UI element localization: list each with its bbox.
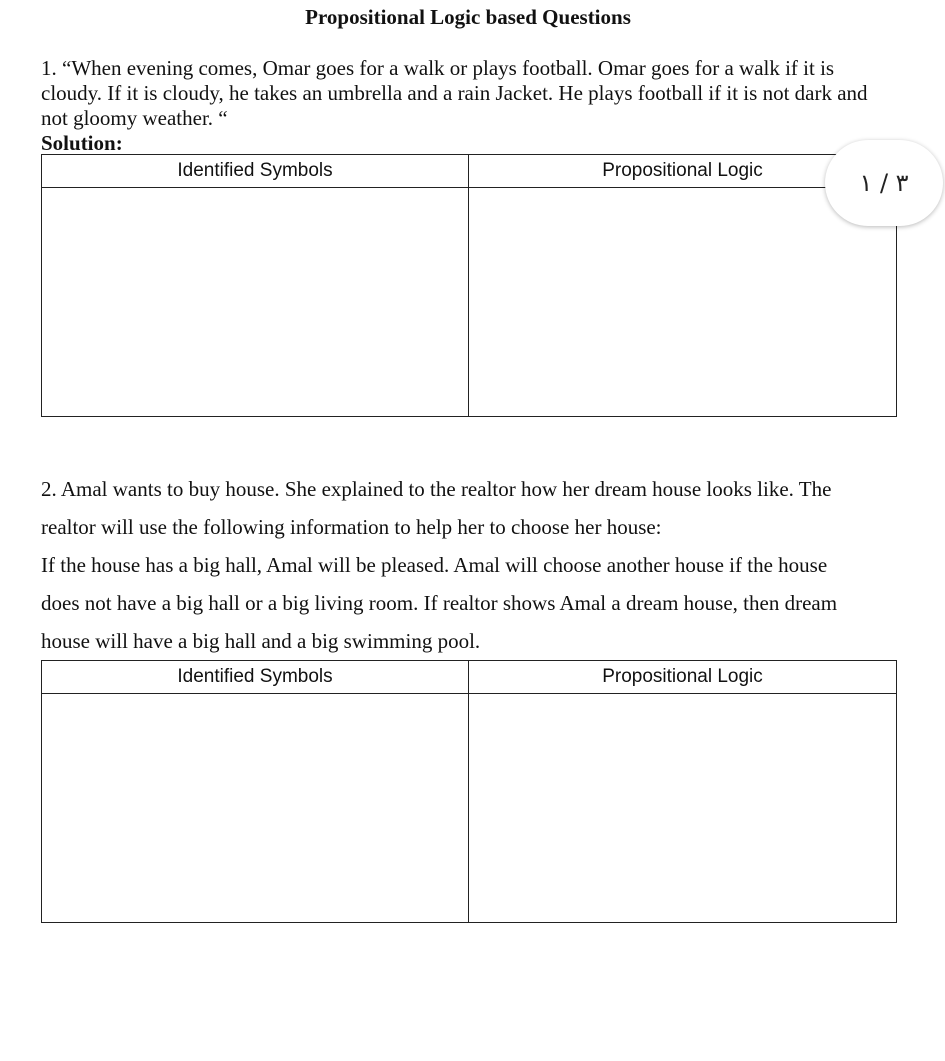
page-indicator-text: ٣ / ١ [859,169,909,197]
propositional-logic-header: Propositional Logic [469,661,897,694]
question-2-line: 2. Amal wants to buy house. She explained to the realtor how her dream house looks like. The [41,477,832,501]
question-2-line: does not have a big hall or a big living room. If realtor shows Amal a dream house, then dream [41,591,838,615]
question-2-line: realtor will use the following information to help her to choose her house: [41,515,662,539]
identified-symbols-cell[interactable] [42,188,469,417]
solution-label: Solution: [41,131,123,155]
page-indicator-badge[interactable] [825,140,943,226]
question-2-text [41,470,901,660]
question-2-line: house will have a big hall and a big swimming pool. [41,629,481,653]
propositional-logic-cell[interactable] [469,694,897,923]
propositional-logic-header: Propositional Logic [469,155,897,188]
propositional-logic-cell[interactable] [469,188,897,417]
question-2-answer-table [41,660,897,923]
identified-symbols-header: Identified Symbols [42,661,469,694]
identified-symbols-cell[interactable] [42,694,469,923]
identified-symbols-header: Identified Symbols [42,155,469,188]
question-2-line: If the house has a big hall, Amal will be pleased. Amal will choose another house if the house [41,553,828,577]
page-title: Propositional Logic based Questions [305,5,631,29]
question-1-text: 1. “When evening comes, Omar goes for a walk or plays football. Omar goes for a walk if it is cloudy. If it is cloudy, he takes an umbrella and a rain Jacket. He plays football if it is not dark and not gloomy weather. “ [41,56,868,130]
question-1-answer-table [41,154,897,417]
